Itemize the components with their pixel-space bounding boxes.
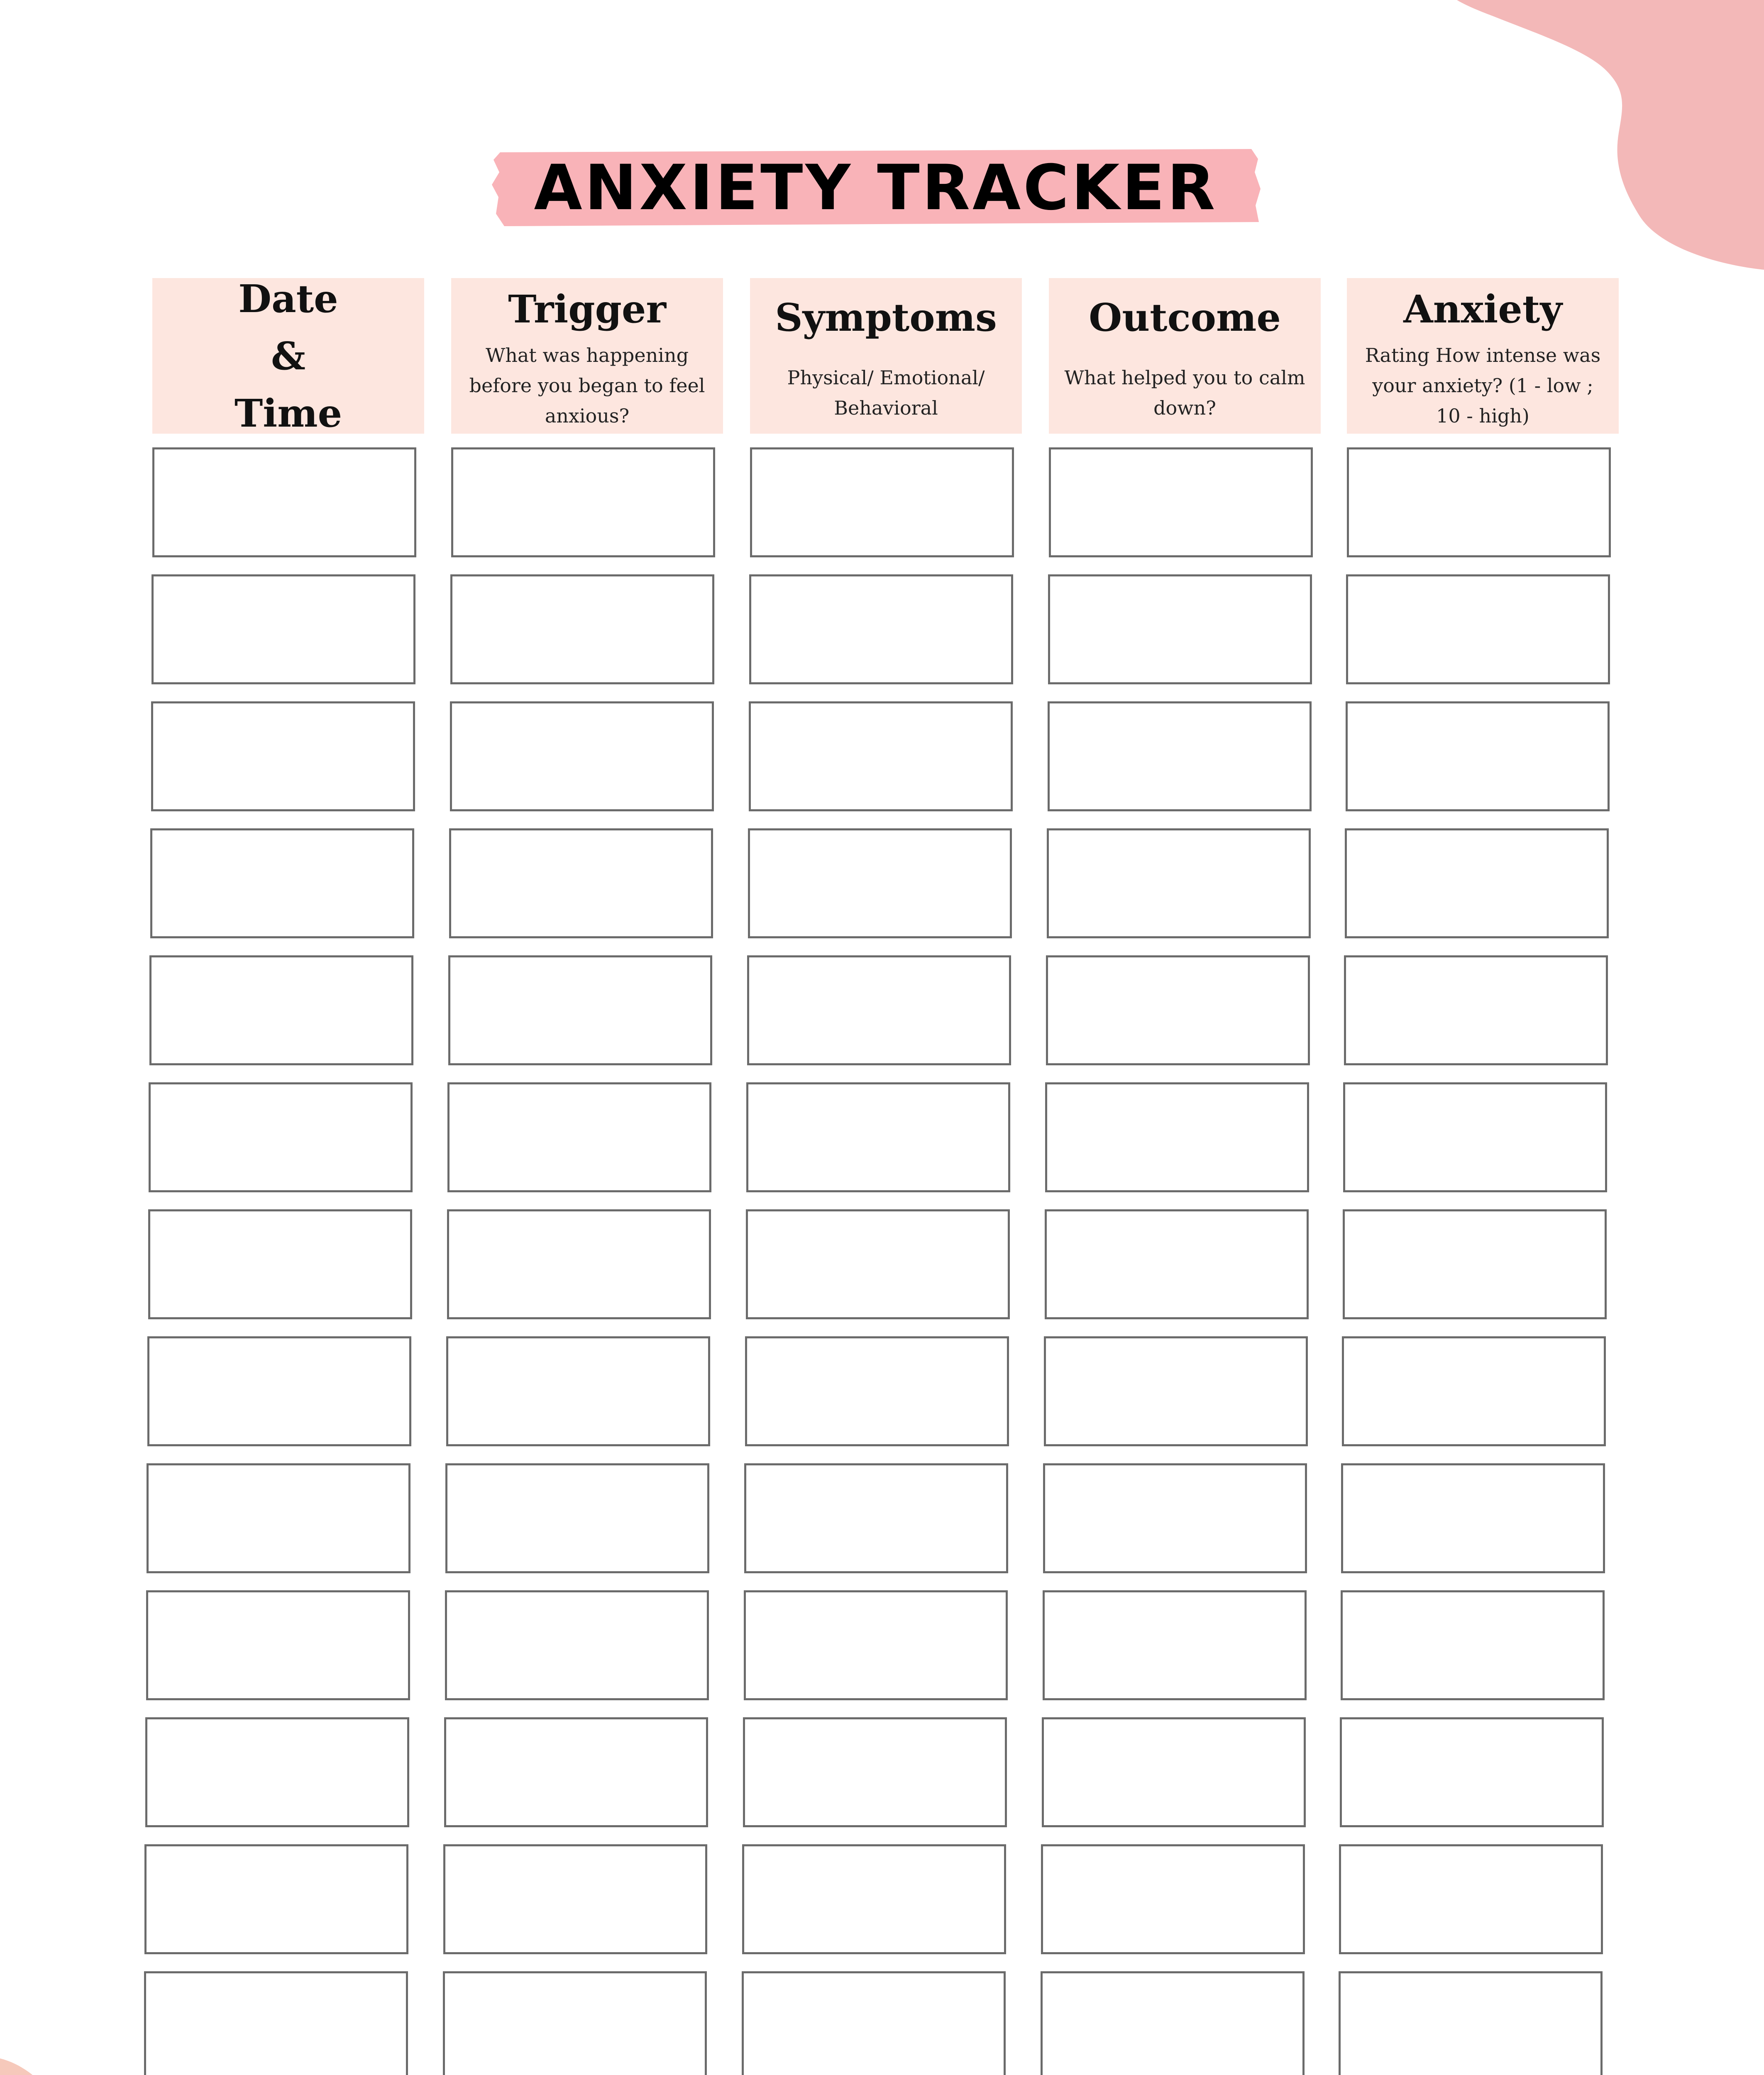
entry-cell-date-time[interactable] (148, 1209, 412, 1319)
entry-cell-outcome[interactable] (1048, 574, 1312, 684)
column-title-outcome: Outcome (1089, 295, 1281, 340)
entry-cell-trigger[interactable] (447, 1082, 711, 1192)
entry-cell-symptoms[interactable] (742, 1844, 1006, 1954)
entry-cell-trigger[interactable] (443, 1971, 707, 2075)
entry-cell-symptoms[interactable] (744, 1463, 1008, 1573)
entry-cell-trigger[interactable] (447, 1209, 711, 1319)
entry-cell-symptoms[interactable] (746, 1082, 1010, 1192)
column-header-outcome (1049, 278, 1321, 434)
title-banner (488, 147, 1264, 228)
entry-cell-trigger[interactable] (446, 1336, 710, 1446)
entry-cell-outcome[interactable] (1041, 1971, 1305, 2075)
entry-cell-outcome[interactable] (1049, 447, 1313, 557)
entry-cell-symptoms[interactable] (750, 447, 1014, 557)
entry-cell-symptoms[interactable] (745, 1336, 1009, 1446)
column-header-symptoms (750, 278, 1022, 434)
entry-cell-date-time[interactable] (144, 1844, 408, 1954)
entry-cell-outcome[interactable] (1048, 701, 1312, 811)
column-title-date-time: Date & Time (234, 276, 342, 436)
entry-cell-anxiety[interactable] (1341, 1463, 1605, 1573)
entry-cell-symptoms[interactable] (747, 955, 1011, 1065)
entry-cell-anxiety[interactable] (1339, 1971, 1603, 2075)
entry-cell-anxiety[interactable] (1339, 1844, 1603, 1954)
entry-cell-date-time[interactable] (151, 701, 415, 811)
entry-cell-trigger[interactable] (450, 701, 714, 811)
entry-cell-date-time[interactable] (151, 574, 415, 684)
entry-cell-date-time[interactable] (147, 1336, 411, 1446)
entry-cell-anxiety[interactable] (1343, 1209, 1607, 1319)
entry-cell-date-time[interactable] (145, 1717, 409, 1827)
entry-cell-anxiety[interactable] (1342, 1336, 1606, 1446)
entry-cell-trigger[interactable] (445, 1590, 709, 1700)
entry-cell-outcome[interactable] (1043, 1590, 1307, 1700)
entry-cell-anxiety[interactable] (1343, 1082, 1607, 1192)
entry-cell-trigger[interactable] (451, 447, 715, 557)
column-title-symptoms: Symptoms (775, 295, 997, 340)
column-subtitle-outcome: What helped you to calm down? (1064, 366, 1305, 419)
entry-cell-date-time[interactable] (147, 1463, 410, 1573)
entry-cell-trigger[interactable] (443, 1844, 707, 1954)
entry-cell-trigger[interactable] (449, 828, 713, 938)
column-header-anxiety (1347, 278, 1619, 434)
entry-cell-date-time[interactable] (152, 447, 416, 557)
entry-cell-anxiety[interactable] (1346, 574, 1610, 684)
entry-cell-date-time[interactable] (149, 1082, 413, 1192)
column-subtitle-trigger: What was happening before you began to feel anxious? (469, 344, 705, 427)
entry-cell-outcome[interactable] (1045, 1082, 1309, 1192)
entry-cell-anxiety[interactable] (1344, 955, 1608, 1065)
page-title: ANXIETY TRACKER (534, 151, 1218, 224)
entry-cell-symptoms[interactable] (749, 701, 1013, 811)
entry-cell-outcome[interactable] (1045, 1209, 1309, 1319)
entry-cell-date-time[interactable] (144, 1971, 408, 2075)
entry-cell-outcome[interactable] (1046, 955, 1310, 1065)
entry-cell-symptoms[interactable] (748, 828, 1012, 938)
entry-cell-anxiety[interactable] (1345, 828, 1609, 938)
column-header-trigger (451, 278, 723, 434)
entry-cell-outcome[interactable] (1044, 1336, 1308, 1446)
entry-cell-trigger[interactable] (450, 574, 714, 684)
entry-cell-symptoms[interactable] (746, 1209, 1010, 1319)
entry-cell-symptoms[interactable] (749, 574, 1013, 684)
entry-cell-outcome[interactable] (1041, 1844, 1305, 1954)
entry-cell-trigger[interactable] (444, 1717, 708, 1827)
column-header-date-time (152, 278, 424, 434)
entry-cell-date-time[interactable] (149, 955, 413, 1065)
entry-cell-anxiety[interactable] (1340, 1717, 1604, 1827)
entry-cell-symptoms[interactable] (744, 1590, 1008, 1700)
entry-cell-outcome[interactable] (1042, 1717, 1306, 1827)
entry-cell-date-time[interactable] (150, 828, 414, 938)
entry-cell-outcome[interactable] (1043, 1463, 1307, 1573)
entry-cell-trigger[interactable] (445, 1463, 709, 1573)
column-subtitle-symptoms: Physical/ Emotional/ Behavioral (787, 366, 985, 419)
entry-cell-anxiety[interactable] (1346, 701, 1610, 811)
entry-cell-symptoms[interactable] (743, 1717, 1007, 1827)
entry-cell-date-time[interactable] (146, 1590, 410, 1700)
entry-cell-trigger[interactable] (448, 955, 712, 1065)
entry-cell-outcome[interactable] (1047, 828, 1311, 938)
decorative-blob-top-right (0, 0, 1764, 290)
column-title-trigger: Trigger (508, 287, 666, 332)
entry-cell-symptoms[interactable] (742, 1971, 1006, 2075)
column-title-anxiety: Anxiety (1403, 287, 1562, 332)
column-subtitle-anxiety: Rating How intense was your anxiety? (1 - low ; 10 - high) (1365, 344, 1601, 427)
entry-cell-anxiety[interactable] (1341, 1590, 1605, 1700)
entry-cell-anxiety[interactable] (1347, 447, 1611, 557)
